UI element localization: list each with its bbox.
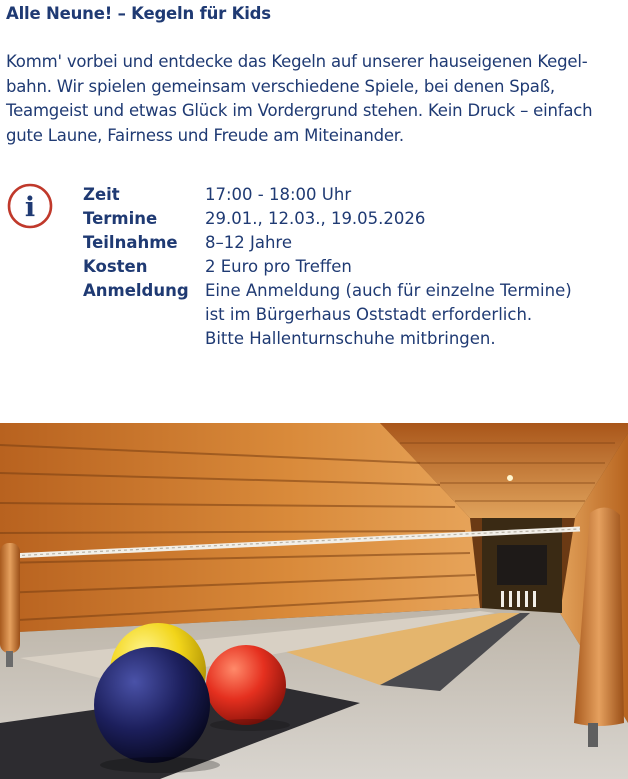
info-value-line: Eine Anmeldung (auch für einzelne Termine) [205,281,572,300]
info-value-line: 29.01., 12.03., 19.05.2026 [205,209,426,228]
info-row-anmeldung [83,279,572,351]
info-label: Anmeldung [83,281,189,300]
info-label: Kosten [83,257,148,276]
bowling-alley-photo [0,423,628,779]
intro-line: gute Laune, Fairness und Freude am Miteinander. [6,125,404,145]
info-label: Termine [83,209,158,228]
intro-line: Teamgeist und etwas Glück im Vordergrund stehen. Kein Druck – einfach [6,101,593,120]
info-value [205,255,352,279]
info-value [205,183,351,207]
info-value [205,207,425,231]
info-label: Zeit [83,185,120,204]
page-title: Alle Neune! – Kegeln für Kids [6,4,271,23]
info-row-kosten [83,255,572,279]
intro-line: Komm' vorbei und entdecke das Kegeln auf unserer hauseigenen Kegel- [6,52,588,71]
info-value-line: Bitte Hallenturnschuhe mitbringen. [205,329,496,348]
info-value [205,231,292,255]
intro-paragraph [6,50,606,148]
info-row-zeit [83,183,572,207]
svg-text:i: i [24,192,36,223]
intro-line: bahn. Wir spielen gemeinsam verschiedene Spiele, bei denen Spaß, [6,76,555,96]
info-row-termine [83,207,572,231]
info-value-line: 8–12 Jahre [205,233,292,252]
info-value [205,279,572,351]
info-row-teilnahme [83,231,572,255]
info-icon [7,183,53,229]
info-label: Teilnahme [83,233,178,252]
info-value-line: 17:00 - 18:00 Uhr [205,185,352,204]
info-value-line: ist im Bürgerhaus Oststadt erforderlich. [205,305,533,324]
info-value-line: 2 Euro pro Treffen [205,257,352,276]
info-table [83,183,572,351]
